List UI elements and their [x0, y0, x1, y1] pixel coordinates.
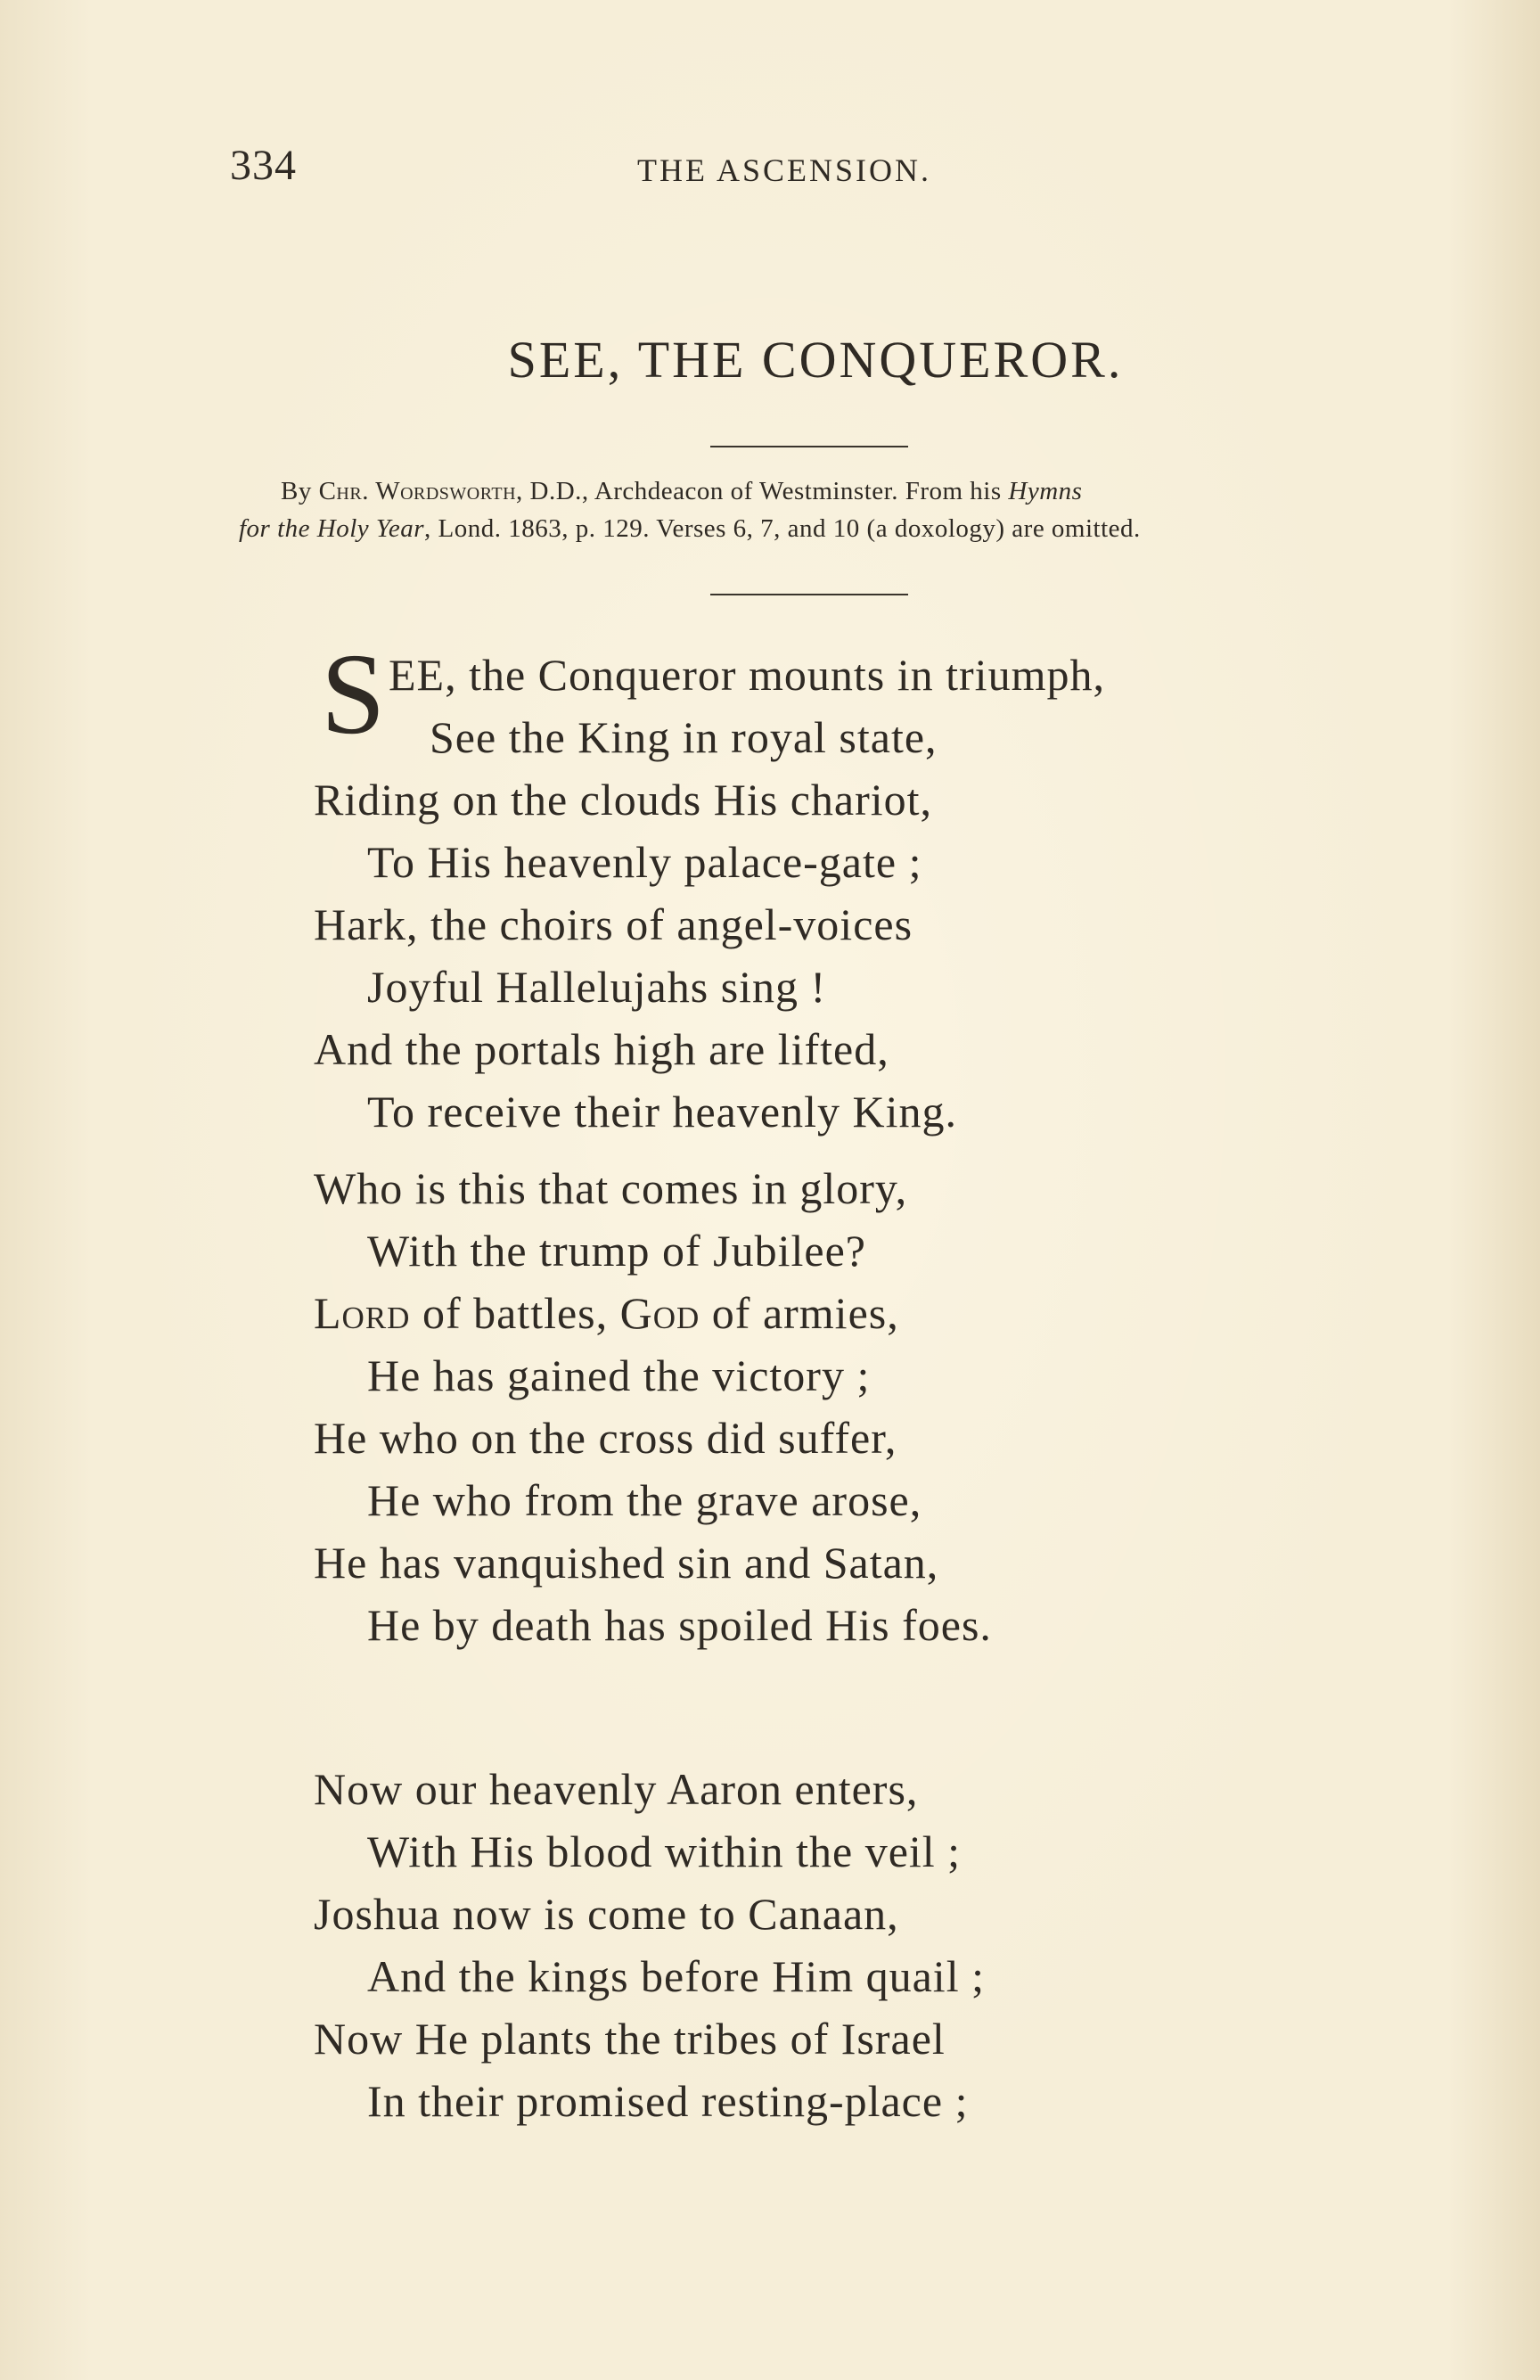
poem-line: In their promised resting-place ; [367, 2076, 969, 2126]
poem-line: Now our heavenly Aaron enters, [314, 1764, 919, 1814]
running-head: THE ASCENSION. [637, 152, 932, 188]
author-name: Chr. Wordsworth [318, 477, 517, 505]
poem-line: He has vanquished sin and Satan, [314, 1538, 939, 1588]
poem-line: Hark, the choirs of angel-voices [314, 899, 913, 949]
drop-cap: S [321, 630, 386, 759]
attribution [239, 472, 1415, 547]
poem-line: To receive their heavenly King. [367, 1087, 957, 1137]
small-caps-lord: Lord [314, 1288, 411, 1338]
poem-line: With His blood within the veil ; [367, 1826, 962, 1876]
divider-rule-bottom [710, 594, 908, 595]
stanza-1 [314, 644, 1105, 1143]
poem-line: Lord of battles, God of armies, [314, 1288, 899, 1338]
divider-rule-top [710, 446, 908, 447]
poem-line: With the trump of Jubilee? [367, 1226, 866, 1276]
poem-line: See the King in royal state, [430, 712, 938, 762]
book-title-part-1: Hymns [1008, 477, 1083, 505]
poem-line: Riding on the clouds His chariot, [314, 775, 933, 825]
poem-line: EE, the Conqueror mounts in triumph, [389, 650, 1105, 700]
poem-line: Joshua now is come to Canaan, [314, 1889, 899, 1939]
stanza-2 [314, 1157, 992, 1656]
hymn-title: SEE, THE CONQUEROR. [507, 331, 1124, 389]
poem-line: He has gained the victory ; [367, 1350, 871, 1400]
page-number: 334 [230, 142, 297, 189]
stanza-3 [314, 1758, 985, 2132]
poem-line: And the kings before Him quail ; [367, 1951, 985, 2001]
small-caps-god: God [619, 1288, 700, 1338]
poem-line: Who is this that comes in glory, [314, 1163, 908, 1213]
attribution-line-2: for the Holy Year, Lond. 1863, p. 129. Verses 6, 7, and 10 (a doxology) are omitted. [239, 514, 1141, 543]
poem-line: He who on the cross did suffer, [314, 1413, 897, 1463]
poem-line: To His heavenly palace-gate ; [367, 837, 922, 887]
poem-line: Now He plants the tribes of Israel [314, 2014, 946, 2064]
poem-line: He who from the grave arose, [367, 1475, 922, 1525]
poem-line: He by death has spoiled His foes. [367, 1600, 992, 1650]
attribution-line-1: By Chr. Wordsworth, D.D., Archdeacon of Westminster. From his Hymns [281, 477, 1083, 505]
poem-line: Joyful Hallelujahs sing ! [367, 962, 827, 1012]
poem-line: And the portals high are lifted, [314, 1024, 889, 1074]
book-title-part-2: for the Holy Year [239, 514, 425, 543]
